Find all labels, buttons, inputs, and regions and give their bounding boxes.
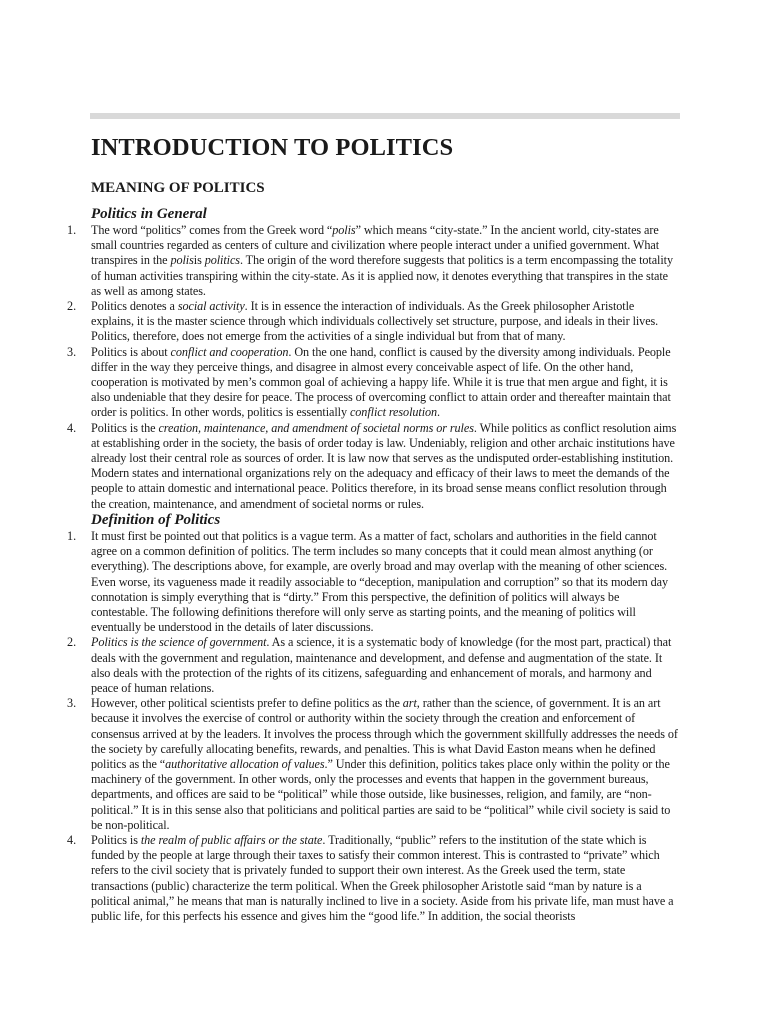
subheading-definition-of-politics: Definition of Politics xyxy=(91,512,221,528)
item-text: The word “politics” comes from the Greek word “polis” which means “city-state.” In the ancient world, city-states are small countries regarded as centers of culture and civilization where people interact under a unified government. What transpires in the polisis politics. The origin of the word therefore suggests that politics is a term encompassing the totality of human activities transpiring within the city-state. As it is applied now, it denotes everything that transpires in the state as well as among states. xyxy=(91,223,673,298)
item-number: 1. xyxy=(67,529,77,543)
list-item xyxy=(0,345,768,421)
list-item xyxy=(0,635,768,696)
item-number: 4. xyxy=(67,833,77,848)
list-item xyxy=(0,421,768,512)
emphasis-text: social activity xyxy=(177,299,245,314)
emphasis-text: politics xyxy=(204,253,240,268)
emphasis-text: polis xyxy=(170,253,194,268)
politics-in-general-list xyxy=(0,223,768,512)
item-text: Politics denotes a social activity. It is in essence the interaction of individuals. As the Greek philosopher Aristotle explains, it is the master science through which individuals collectively set structure, purpose, and ideals in their lives. Politics, therefore, does not emerge from the activities of a single individual but from that of many. xyxy=(91,299,659,344)
item-number: 2. xyxy=(67,299,77,314)
item-text: It must first be pointed out that politics is a vague term. As a matter of fact, scholars and authorities in the field cannot agree on a common definition of politics. The term includes so many concepts that it could mean almost anything (or everything). The descriptions above, for example, are overly broad and may overlap with the meaning of other sciences. Even worse, its vagueness made it readily associable to “deception, manipulation and corruption” so that its modern day connotation is simply everything that is “dirty.” From this perspective, the definition of politics will always be contestable. The following definitions therefore will only serve as starting points, and the meaning of politics will eventually be understood in the details of later discussions. xyxy=(91,529,669,635)
list-item xyxy=(0,696,768,833)
document-title: INTRODUCTION TO POLITICS xyxy=(91,134,454,161)
emphasis-text: conflict resolution xyxy=(349,405,438,420)
item-number: 3. xyxy=(67,696,77,711)
list-item xyxy=(0,299,768,345)
subheading-politics-in-general: Politics in General xyxy=(91,206,207,222)
list-item xyxy=(0,529,768,635)
emphasis-text: conflict and cooperation xyxy=(170,344,289,359)
item-number: 2. xyxy=(67,635,77,650)
item-text: However, other political scientists prefer to define politics as the art, rather than the science, of government. It is an art because it involves the exercise of control or authority within the society through the creation and enforcement of consensus arrived at by the leaders. It involves the process through which the government skillfully addresses the needs of the society by carefully allocating benefits, rewards, and penalties. This is what David Easton means when he defined politics as the “authoritative allocation of values.” Under this definition, politics takes place only within the polity or the machinery of the government. In other words, only the processes and events that happen in the government bureaus, departments, and offices are said to be “political” while those outside, like businesses, religion, and family, are “non-political.” It is in this sense also that politicians and political parties are said to be “political” while civil society is said to be non-political. xyxy=(91,696,678,832)
definition-of-politics-list xyxy=(0,529,768,924)
emphasis-text: authoritative allocation of values xyxy=(165,757,325,772)
item-number: 3. xyxy=(67,344,77,359)
list-item xyxy=(0,833,768,924)
item-text: Politics is the science of government. As a science, it is a systematic body of knowledge (for the most part, practical) that deals with the government and regulation, maintenance and development, and defense and augmentation of the state. It also deals with the protection of the rights of its citizens, safeguarding and enhancement of morals, and harmony and peace of human relations. xyxy=(91,635,672,696)
item-number: 4. xyxy=(67,420,77,435)
emphasis-text: art xyxy=(402,696,417,711)
item-number: 1. xyxy=(67,223,77,237)
emphasis-text: Politics is the science of government xyxy=(91,635,267,650)
item-text: Politics is the realm of public affairs or the state. Traditionally, “public” refers to the institution of the state which is funded by the people at large through their taxes to satisfy their common interest. This is contrasted to “private” which refers to the civil society that is privately funded to support their own interest. As the Greek used the term, state transactions (public) characterize the term political. When the Greek philosopher Aristotle said “man by nature is a political animal,” he means that man is naturally inclined to live in a society. Aside from his private life, man must have a public life, for this perfects his essence and gives him the “good life.” In addition, the social theorists xyxy=(91,833,674,924)
item-text: Politics is about conflict and cooperation. On the one hand, conflict is caused by the diversity among individuals. People differ in the way they perceive things, and disagree in almost every conceivable aspect of life. On the other hand, cooperation is motivated by men’s common goal of achieving a happy life. While it is true that men argue and fight, it is also undeniable that they desire for peace. The process of overcoming conflict to attain order and thereafter maintain that order is politics. In other words, politics is essentially conflict resolution. xyxy=(91,344,671,420)
section-heading: MEANING OF POLITICS xyxy=(91,180,265,196)
top-divider xyxy=(90,113,680,119)
emphasis-text: creation, maintenance, and amendment of societal norms or rules xyxy=(158,420,474,435)
emphasis-text: polis xyxy=(332,223,356,237)
item-text: Politics is the creation, maintenance, and amendment of societal norms or rules. While politics as conflict resolution aims at establishing order in the society, the basis of order today is law. Undeniably, religion and other archaic institutions have already lost their central role as sources of order. It is law now that serves as the undisputed order-establishing institution. Modern states and international organizations rely on the adequacy and efficacy of their laws to meet the demands of the people to attain domestic and international peace. Politics therefore, in its broad sense means conflict resolution through the creation, maintenance, and amendment of societal norms or rules. xyxy=(91,420,677,511)
list-item xyxy=(0,223,768,299)
emphasis-text: the realm of public affairs or the state xyxy=(140,833,323,848)
